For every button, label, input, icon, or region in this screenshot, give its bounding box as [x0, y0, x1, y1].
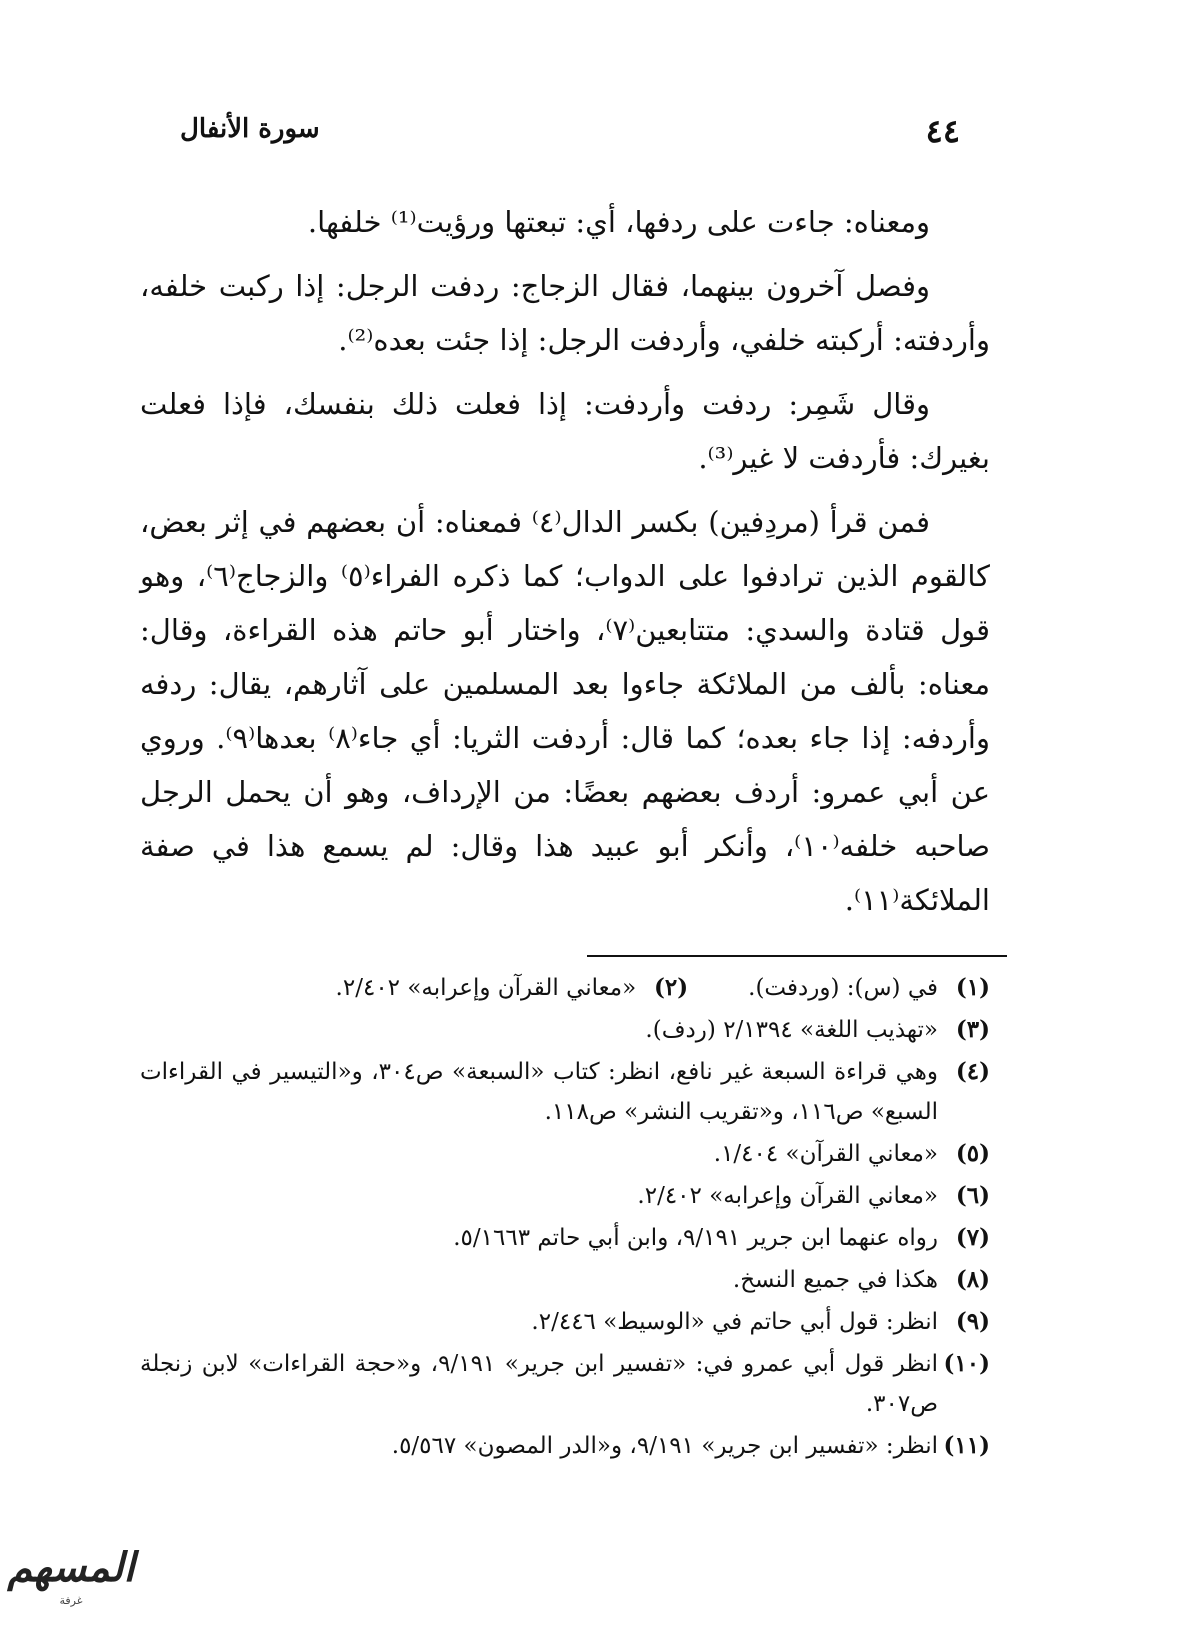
footnote-number: (٧) — [955, 1224, 990, 1251]
paragraph: وفصل آخرون بينهما، فقال الزجاج: ردفت الرجل: إذا ركبت خلفه، وأردفته: أركبته خلفي، وأردفت الرجل: إذا جئت بعده⁽²⁾. — [140, 269, 990, 357]
paragraph: وقال شَمِر: ردفت وأردفت: إذا فعلت ذلك بنفسك، فإذا فعلت بغيرك: فأردفت لا غير⁽³⁾. — [140, 387, 990, 475]
footnote — [140, 1052, 990, 1132]
logo-text: المسهم — [7, 1544, 135, 1591]
watermark-logo — [6, 1542, 136, 1622]
footnote — [140, 1426, 990, 1466]
logo-subtext: غرفة — [59, 1594, 83, 1607]
footnote-text: «تهذيب اللغة» ٢/١٣٩٤ (ردف). — [645, 1017, 938, 1043]
footnote-text: «معاني القرآن وإعرابه» ٢/٤٠٢. — [637, 1183, 938, 1209]
footnote — [140, 1302, 990, 1342]
footnote — [748, 968, 990, 1008]
page-header — [180, 112, 960, 162]
surah-title: سورة الأنفال — [180, 114, 320, 144]
footnote-separator — [587, 955, 1007, 957]
footnote-number: (٦) — [955, 1182, 990, 1209]
footnote-text: رواه عنهما ابن جرير ٩/١٩١، وابن أبي حاتم ٥/١٦٦٣. — [453, 1225, 938, 1251]
footnote-number: (٨) — [955, 1266, 990, 1293]
footnote-number: (٢) — [654, 974, 689, 1001]
footnote-number: (١٠) — [943, 1350, 990, 1377]
paragraph: فمن قرأ (مردِفين) بكسر الدال⁽٤⁾ فمعناه: أن بعضهم في إثر بعض، كالقوم الذين ترادفوا على الدواب؛ كما ذكره الفراء⁽٥⁾ والزجاج⁽٦⁾، وهو قول قتادة والسدي: متتابعين⁽٧⁾، واختار أبو حاتم هذه القراءة، وقال: معناه: بألف من الملائكة جاءوا بعد المسلمين على آثارهم، يقال: ردفه وأردفه: إذا جاء بعده؛ كما قال: أردفت الثريا: أي جاء⁽٨⁾ بعدها⁽٩⁾. وروي عن أبي عمرو: أردف بعضهم بعضًا: من الإرداف، وهو أن يحمل الرجل صاحبه خلفه⁽١٠⁾، وأنكر أبو عبيد هذا وقال: لم يسمع هذا في صفة الملائكة⁽١١⁾. — [140, 505, 990, 917]
footnote-text: انظر قول أبي عمرو في: «تفسير ابن جرير» ٩/١٩١، و«حجة القراءات» لابن زنجلة ص٣٠٧. — [140, 1351, 938, 1417]
main-text-body — [140, 195, 990, 937]
footnotes — [140, 968, 990, 1468]
footnote-number: (٤) — [955, 1058, 990, 1085]
paragraph: ومعناه: جاءت على ردفها، أي: تبعتها ورؤيت⁽¹⁾ خلفها. — [307, 205, 930, 239]
footnote-text: وهي قراءة السبعة غير نافع، انظر: كتاب «السبعة» ص٣٠٤، و«التيسير في القراءات السبع» ص١١٦، و«تقريب النشر» ص١١٨. — [140, 1059, 938, 1125]
footnote — [140, 1260, 990, 1300]
footnote-number: (٩) — [955, 1308, 990, 1335]
footnote-number: (٥) — [955, 1140, 990, 1167]
footnote-number: (٣) — [955, 1016, 990, 1043]
footnote — [336, 968, 689, 1008]
footnote-text: انظر: «تفسير ابن جرير» ٩/١٩١، و«الدر المصون» ٥/٥٦٧. — [391, 1433, 938, 1459]
page-number: ٤٤ — [925, 112, 960, 150]
footnote-number: (١١) — [943, 1432, 990, 1459]
footnote-number: (١) — [955, 974, 990, 1001]
footnote-text: «معاني القرآن» ١/٤٠٤. — [713, 1141, 938, 1167]
footnote — [140, 1010, 990, 1050]
footnote-text: هكذا في جميع النسخ. — [732, 1267, 938, 1293]
footnote — [140, 1218, 990, 1258]
footnote — [140, 1176, 990, 1216]
footnote — [140, 1134, 990, 1174]
footnote-text: في (س): (وردفت). — [748, 975, 938, 1001]
footnote — [140, 1344, 990, 1424]
footnote-text: انظر: قول أبي حاتم في «الوسيط» ٢/٤٤٦. — [531, 1309, 938, 1335]
footnote-row — [140, 968, 990, 1010]
footnote-text: «معاني القرآن وإعرابه» ٢/٤٠٢. — [335, 975, 637, 1001]
